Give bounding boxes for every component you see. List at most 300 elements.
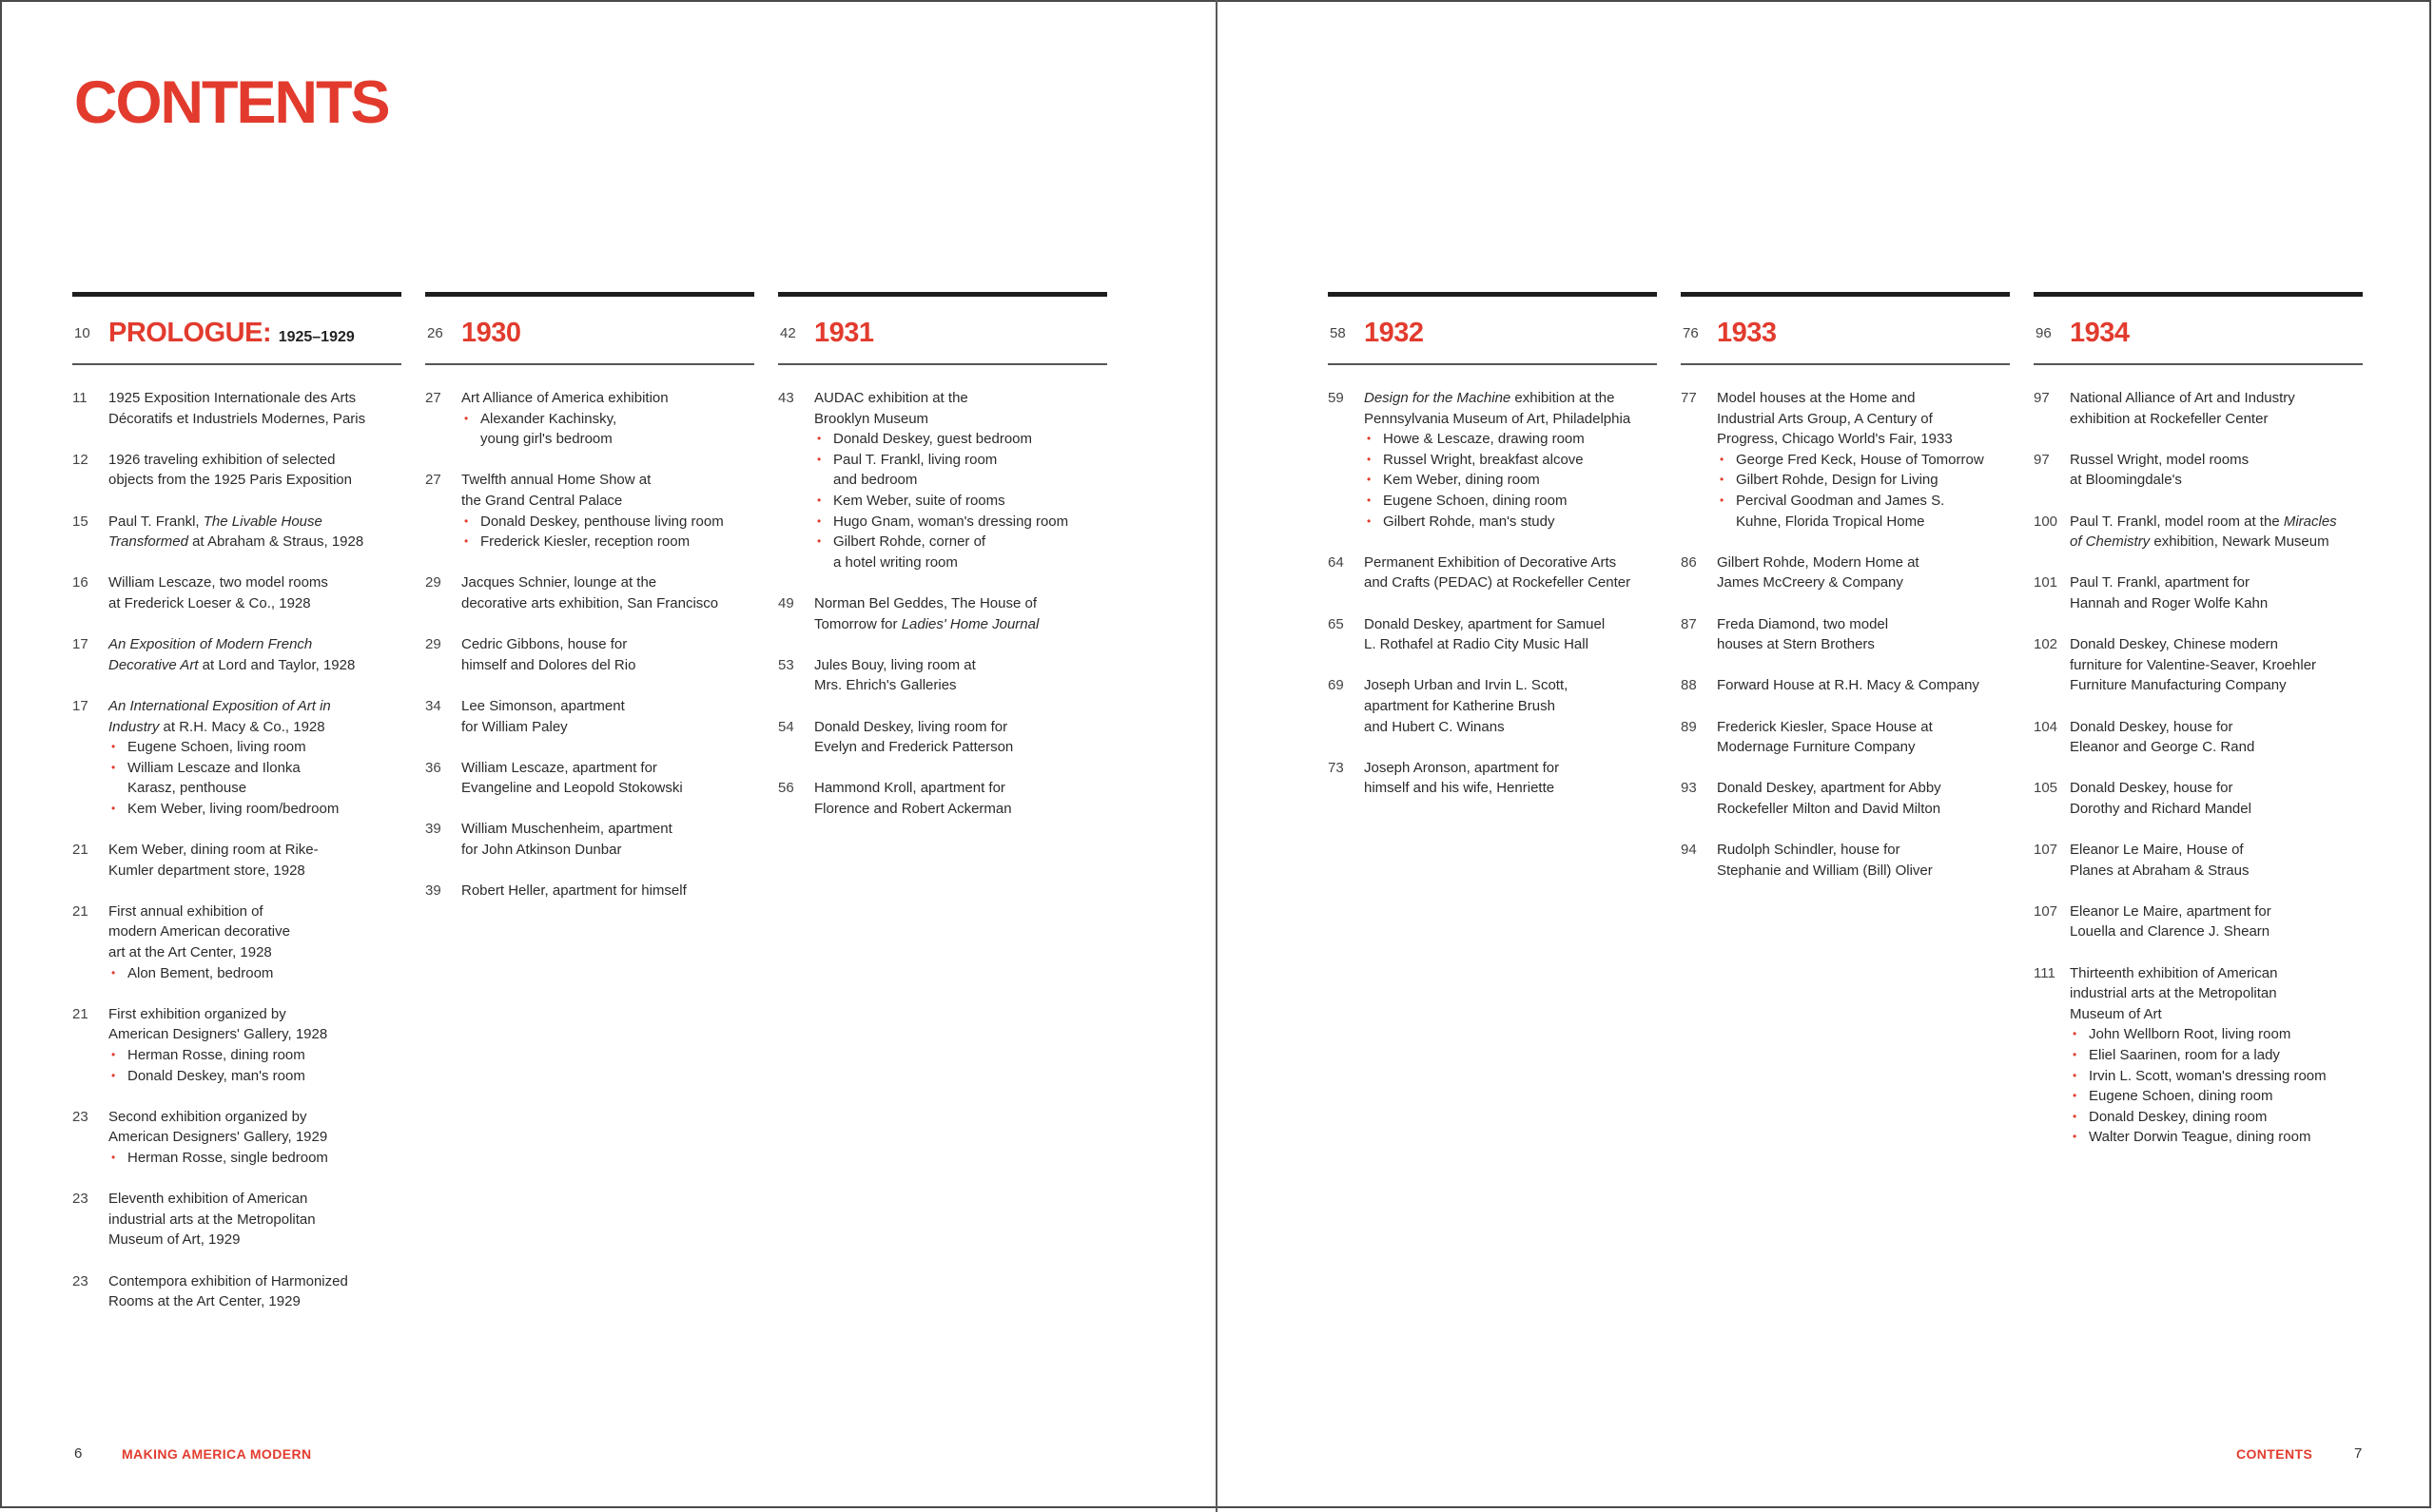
entry-line: William Lescaze, apartment for (461, 759, 657, 776)
bullet-icon: • (817, 534, 822, 549)
entry-line: Eleanor and George C. Rand (2070, 739, 2255, 756)
contents-entry (72, 1189, 401, 1250)
bullet-icon: • (2073, 1130, 2077, 1144)
entry-line: Progress, Chicago World's Fair, 1933 (1717, 431, 1953, 448)
entry-line: Décoratifs et Industriels Modernes, Paris (108, 410, 366, 427)
entry-line: apartment for Katherine Brush (1364, 697, 1555, 714)
contents-entry (1681, 675, 2010, 696)
section-title (1717, 318, 1777, 349)
entry-line: Industrial Arts Group, A Century of (1717, 410, 1933, 427)
entry-body (108, 388, 401, 429)
section-column-y1934 (2034, 292, 2363, 1169)
footer-section-title: CONTENTS (2236, 1446, 2313, 1462)
contents-entry (2034, 778, 2363, 819)
entry-page-number: 97 (2034, 390, 2050, 406)
entry-line: American Designers' Gallery, 1928 (108, 1026, 328, 1043)
entry-line: Evelyn and Frederick Patterson (814, 739, 1014, 756)
entry-body (1717, 552, 2010, 593)
entry-line: First annual exhibition of (108, 902, 263, 920)
bullet-icon: • (2073, 1027, 2077, 1041)
entry-italic-title: Design for the Machine (1364, 390, 1511, 406)
section-subtitle: 1925–1929 (278, 329, 355, 345)
sub-entry (108, 758, 401, 799)
entry-body (108, 512, 401, 552)
page-gutter (1216, 0, 1218, 1512)
contents-entry (2034, 840, 2363, 881)
entry-page-number: 105 (2034, 780, 2058, 797)
entry-body (2070, 717, 2363, 758)
entry-page-number: 88 (1681, 677, 1697, 694)
entry-line (1364, 388, 1657, 409)
contents-entry (1681, 840, 2010, 881)
bullet-icon: • (817, 452, 822, 466)
entry-page-number: 111 (2034, 964, 2055, 981)
bullet-icon: • (1367, 493, 1372, 507)
contents-entry (1328, 614, 1657, 655)
bullet-icon: • (111, 1048, 116, 1061)
entry-page-number: 23 (72, 1191, 88, 1208)
bullet-icon: • (2073, 1048, 2077, 1061)
entry-line: decorative arts exhibition, San Francisco (461, 594, 719, 611)
entry-line: Contempora exhibition of Harmonized (108, 1272, 348, 1289)
entry-line: Forward House at R.H. Macy & Company (1717, 677, 1979, 694)
entry-italic-title: An International Exposition of Art in (108, 697, 331, 714)
entry-line (814, 614, 1107, 635)
entry-body (461, 819, 754, 860)
entry-line (108, 532, 401, 552)
section-header (778, 292, 1107, 365)
entry-line: Joseph Aronson, apartment for (1364, 759, 1560, 776)
sub-entry (2070, 1024, 2363, 1045)
entry-body (1717, 840, 2010, 881)
entry-list (1681, 388, 2010, 881)
bullet-icon: • (111, 1068, 116, 1082)
entry-page-number: 89 (1681, 718, 1697, 735)
section-page-number: 42 (780, 325, 796, 341)
entry-line: Stephanie and William (Bill) Oliver (1717, 862, 1933, 879)
sub-entry (108, 1066, 401, 1087)
entry-line: William Lescaze, two model rooms (108, 574, 328, 591)
sub-entry (2070, 1107, 2363, 1128)
contents-entry (425, 696, 754, 737)
entry-page-number: 54 (778, 718, 794, 735)
entry-line: Furniture Manufacturing Company (2070, 677, 2287, 694)
contents-entry (1328, 675, 1657, 737)
bullet-icon: • (1367, 432, 1372, 446)
entry-italic-title: The Livable House (203, 513, 322, 530)
bullet-icon: • (111, 801, 116, 815)
entry-body (1364, 675, 1657, 737)
sub-entry-line: Donald Deskey, man's room (127, 1067, 305, 1084)
contents-entry (72, 901, 401, 983)
entry-line: AUDAC exhibition at the (814, 390, 968, 406)
sub-entry-line: Karasz, penthouse (127, 780, 247, 797)
entry-line: himself and his wife, Henriette (1364, 780, 1555, 797)
sub-entry-line: Walter Dorwin Teague, dining room (2089, 1129, 2311, 1146)
entry-line: Donald Deskey, apartment for Abby (1717, 780, 1941, 797)
sub-entry-line: Eliel Saarinen, room for a lady (2089, 1047, 2280, 1063)
entry-text: Tomorrow for (814, 615, 902, 632)
sub-entry (108, 737, 401, 758)
contents-entry (2034, 512, 2363, 552)
entry-page-number: 11 (72, 390, 88, 406)
entry-line: Modernage Furniture Company (1717, 739, 1916, 756)
contents-entry (1681, 388, 2010, 532)
entry-page-number: 49 (778, 594, 794, 611)
entry-line: for John Atkinson Dunbar (461, 842, 622, 859)
entry-text: Paul T. Frankl, model room at the (2070, 513, 2284, 530)
entry-list (1328, 388, 1657, 799)
entry-body (2070, 450, 2363, 491)
entry-line: exhibition at Rockefeller Center (2070, 410, 2269, 427)
entry-body (108, 634, 401, 675)
contents-entry (425, 572, 754, 613)
section-column-y1931 (778, 292, 1107, 840)
contents-entry (1328, 388, 1657, 532)
bullet-icon: • (464, 411, 469, 425)
entry-body (108, 840, 401, 881)
entry-body (2070, 512, 2363, 552)
entry-body (2070, 778, 2363, 819)
entry-line: Russel Wright, model rooms (2070, 451, 2250, 468)
entry-italic-title: Miracles (2283, 513, 2337, 530)
sub-entry-line: Alon Bement, bedroom (127, 964, 274, 981)
entry-page-number: 39 (425, 882, 441, 900)
entry-line: Gilbert Rohde, Modern Home at (1717, 553, 1919, 571)
entry-italic-title: Transformed (108, 533, 188, 551)
entry-line: Freda Diamond, two model (1717, 615, 1889, 632)
entry-body (461, 634, 754, 675)
entry-body (461, 388, 754, 450)
entry-line: Brooklyn Museum (814, 410, 929, 427)
entry-body (814, 593, 1107, 634)
entry-body (1364, 552, 1657, 593)
entry-page-number: 97 (2034, 451, 2050, 468)
contents-entry (1681, 614, 2010, 655)
entry-body (461, 470, 754, 552)
section-title (1364, 318, 1424, 349)
sub-entry-line: Kem Weber, suite of rooms (833, 492, 1005, 509)
sub-entry-line: a hotel writing room (833, 553, 958, 571)
entry-line: Eleanor Le Maire, House of (2070, 842, 2244, 859)
entry-text: Paul T. Frankl, (108, 513, 204, 530)
contents-entry (425, 758, 754, 799)
entry-line: 1926 traveling exhibition of selected (108, 451, 336, 468)
bullet-icon: • (111, 740, 116, 754)
entry-line: art at the Art Center, 1928 (108, 944, 272, 961)
entry-page-number: 59 (1328, 390, 1344, 406)
entry-body (1364, 388, 1657, 532)
entry-body (108, 696, 401, 820)
contents-entry (778, 717, 1107, 758)
entry-line: Donald Deskey, living room for (814, 718, 1008, 735)
bullet-icon: • (111, 760, 116, 774)
contents-entry (2034, 572, 2363, 613)
section-title-text: 1931 (814, 318, 874, 348)
entry-body (1717, 675, 2010, 696)
entry-line: objects from the 1925 Paris Exposition (108, 472, 352, 489)
contents-entry (425, 388, 754, 450)
entry-line: and Crafts (PEDAC) at Rockefeller Center (1364, 574, 1631, 591)
entry-page-number: 17 (72, 697, 88, 714)
bullet-icon: • (1720, 493, 1724, 507)
entry-line: 1925 Exposition Internationale des Arts (108, 390, 357, 406)
sub-entry (1364, 450, 1657, 471)
contents-entry (1328, 758, 1657, 799)
section-header (72, 292, 401, 365)
entry-line (1364, 409, 1657, 430)
section-header (425, 292, 754, 365)
contents-entry (425, 881, 754, 901)
section-title (108, 318, 355, 349)
contents-entry (2034, 388, 2363, 429)
entry-body (2070, 901, 2363, 942)
contents-entry (72, 512, 401, 552)
entry-body (814, 655, 1107, 696)
entry-line: Paul T. Frankl, apartment for (2070, 574, 2250, 591)
entry-page-number: 77 (1681, 390, 1697, 406)
contents-entry (2034, 901, 2363, 942)
entry-line: Frederick Kiesler, Space House at (1717, 718, 1933, 735)
entry-body (1717, 388, 2010, 532)
section-title (814, 318, 874, 349)
sub-entry (108, 1148, 401, 1169)
bullet-icon: • (2073, 1089, 2077, 1103)
sub-entry-line: Percival Goodman and James S. (1736, 492, 1945, 509)
entry-line (2070, 532, 2363, 552)
sub-entry-line: Donald Deskey, penthouse living room (480, 513, 724, 530)
entry-page-number: 39 (425, 821, 441, 838)
sub-entry (1717, 470, 2010, 491)
entry-line: Florence and Robert Ackerman (814, 800, 1012, 817)
contents-entry (72, 388, 401, 429)
bullet-icon: • (2073, 1109, 2077, 1123)
sub-entry (2070, 1086, 2363, 1107)
entry-line: Museum of Art (2070, 1005, 2162, 1022)
bullet-icon: • (1720, 473, 1724, 487)
entry-italic-title: Decorative Art (108, 656, 199, 673)
entry-page-number: 16 (72, 574, 88, 591)
sub-entry (2070, 1045, 2363, 1066)
entry-line (108, 512, 401, 533)
entry-line: Rockefeller Milton and David Milton (1717, 800, 1941, 817)
entry-italic-title: An Exposition of Modern French (108, 636, 313, 653)
entry-body (2070, 840, 2363, 881)
entry-page-number: 64 (1328, 553, 1344, 571)
entry-line: Planes at Abraham & Straus (2070, 862, 2250, 879)
entry-line: Art Alliance of America exhibition (461, 390, 669, 406)
entry-line: Mrs. Ehrich's Galleries (814, 677, 957, 694)
entry-body (1717, 614, 2010, 655)
entry-body (814, 388, 1107, 572)
entry-line: Eleventh exhibition of American (108, 1191, 308, 1208)
entry-page-number: 17 (72, 636, 88, 653)
entry-body (2070, 388, 2363, 429)
contents-entry (778, 655, 1107, 696)
entry-line: Model houses at the Home and (1717, 390, 1916, 406)
entry-list (425, 388, 754, 901)
entry-line: Joseph Urban and Irvin L. Scott, (1364, 677, 1568, 694)
entry-italic-title: of Chemistry (2070, 533, 2151, 551)
sub-entry-line: Russel Wright, breakfast alcove (1383, 451, 1584, 468)
contents-entry (2034, 963, 2363, 1148)
bullet-icon: • (2073, 1068, 2077, 1082)
contents-entry (72, 1004, 401, 1086)
entry-line: Hannah and Roger Wolfe Kahn (2070, 594, 2269, 611)
entry-body (1717, 717, 2010, 758)
entry-page-number: 107 (2034, 902, 2058, 920)
entry-body (108, 1271, 401, 1312)
bullet-icon: • (1367, 452, 1372, 466)
section-column-y1930 (425, 292, 754, 921)
entry-text: Pennsylvania Museum of Art, Philadelphia (1364, 410, 1631, 427)
section-page-number: 96 (2036, 325, 2052, 341)
entry-line: at Bloomingdale's (2070, 472, 2182, 489)
bullet-icon: • (817, 514, 822, 528)
entry-body (2070, 963, 2363, 1148)
entry-page-number: 53 (778, 656, 794, 673)
entry-line: furniture for Valentine-Seaver, Kroehler (2070, 656, 2317, 673)
entry-page-number: 86 (1681, 553, 1697, 571)
entry-line: Kem Weber, dining room at Rike- (108, 842, 319, 859)
section-title-text: PROLOGUE: (108, 318, 272, 348)
contents-entry (72, 1107, 401, 1169)
entry-line: Evangeline and Leopold Stokowski (461, 780, 683, 797)
bullet-icon: • (1367, 473, 1372, 487)
entry-line: Kumler department store, 1928 (108, 862, 305, 879)
section-column-y1932 (1328, 292, 1657, 819)
contents-entry (72, 634, 401, 675)
entry-text: at R.H. Macy & Co., 1928 (159, 718, 325, 735)
contents-entry (425, 819, 754, 860)
entry-list (72, 388, 401, 1312)
entry-line: himself and Dolores del Rio (461, 656, 636, 673)
section-title-text: 1934 (2070, 318, 2130, 348)
section-page-number: 10 (74, 325, 90, 341)
sub-entry (1717, 491, 2010, 532)
sub-entry-line: William Lescaze and Ilonka (127, 759, 301, 776)
contents-entry (72, 696, 401, 820)
entry-line: National Alliance of Art and Industry (2070, 390, 2295, 406)
sub-entry (1364, 470, 1657, 491)
sub-entry-line: Gilbert Rohde, man's study (1383, 513, 1555, 530)
entry-body (461, 572, 754, 613)
sub-entry-line: Donald Deskey, dining room (2089, 1108, 2268, 1125)
entry-body (1364, 614, 1657, 655)
entry-line (108, 634, 401, 655)
entry-line: Eleanor Le Maire, apartment for (2070, 902, 2271, 920)
contents-entry (2034, 717, 2363, 758)
entry-page-number: 102 (2034, 636, 2058, 653)
entry-text: at Lord and Taylor, 1928 (198, 656, 356, 673)
entry-line: Donald Deskey, house for (2070, 718, 2233, 735)
sub-entry-line: Paul T. Frankl, living room (833, 451, 998, 468)
entry-page-number: 43 (778, 390, 794, 406)
entry-line: Louella and Clarence J. Shearn (2070, 923, 2270, 940)
sub-entry (461, 512, 754, 533)
section-title (461, 318, 521, 349)
sub-entry-line: Howe & Lescaze, drawing room (1383, 431, 1585, 448)
bullet-icon: • (111, 965, 116, 979)
entry-page-number: 29 (425, 574, 441, 591)
entry-page-number: 107 (2034, 842, 2058, 859)
footer-book-title: MAKING AMERICA MODERN (122, 1446, 312, 1462)
entry-line: Donald Deskey, apartment for Samuel (1364, 615, 1606, 632)
entry-line: Rudolph Schindler, house for (1717, 842, 1900, 859)
entry-line: and Hubert C. Winans (1364, 718, 1505, 735)
entry-text: exhibition, Newark Museum (2150, 533, 2329, 551)
contents-entry (1328, 552, 1657, 593)
entry-text: Norman Bel Geddes, The House of (814, 594, 1038, 611)
entry-line: American Designers' Gallery, 1929 (108, 1129, 328, 1146)
sub-entry (1364, 491, 1657, 512)
sub-entry-line: Alexander Kachinsky, (480, 410, 617, 427)
entry-body (1364, 758, 1657, 799)
entry-line: for William Paley (461, 718, 568, 735)
entry-line (108, 717, 401, 738)
entry-page-number: 27 (425, 472, 441, 489)
entry-line: L. Rothafel at Radio City Music Hall (1364, 636, 1588, 653)
entry-body (814, 778, 1107, 819)
contents-entry (72, 572, 401, 613)
entry-line: Thirteenth exhibition of American (2070, 964, 2278, 981)
sub-entry (461, 409, 754, 450)
sub-entry-line: Herman Rosse, dining room (127, 1047, 305, 1063)
entry-body (108, 901, 401, 983)
sub-entry-line: and bedroom (833, 472, 918, 489)
entry-line: Hammond Kroll, apartment for (814, 780, 1005, 797)
entry-line: Jules Bouy, living room at (814, 656, 976, 673)
entry-page-number: 21 (72, 842, 88, 859)
sub-entry-line: John Wellborn Root, living room (2089, 1026, 2291, 1043)
entry-page-number: 34 (425, 697, 441, 714)
entry-text: at Abraham & Straus, 1928 (187, 533, 364, 551)
entry-body (108, 1189, 401, 1250)
sub-entry-line: Eugene Schoen, living room (127, 739, 306, 756)
entry-line: Dorothy and Richard Mandel (2070, 800, 2251, 817)
entry-line: James McCreery & Company (1717, 574, 1903, 591)
entry-line: at Frederick Loeser & Co., 1928 (108, 594, 311, 611)
section-page-number: 58 (1330, 325, 1346, 341)
entry-page-number: 23 (72, 1272, 88, 1289)
contents-entry (425, 470, 754, 552)
entry-line (108, 655, 401, 676)
section-column-y1933 (1681, 292, 2010, 901)
sub-entry (2070, 1066, 2363, 1087)
entry-body (108, 1107, 401, 1169)
footer-right-page-number: 7 (2354, 1445, 2363, 1462)
sub-entry (1364, 429, 1657, 450)
entry-body (2070, 634, 2363, 696)
entry-page-number: 21 (72, 1005, 88, 1022)
sub-entry (814, 512, 1107, 533)
entry-line: modern American decorative (108, 923, 290, 940)
entry-page-number: 100 (2034, 513, 2058, 530)
sub-entry-line: Kuhne, Florida Tropical Home (1736, 513, 1925, 530)
entry-page-number: 12 (72, 451, 88, 468)
sub-entry-line: Gilbert Rohde, Design for Living (1736, 472, 1938, 489)
entry-line: Donald Deskey, Chinese modern (2070, 636, 2279, 653)
entry-body (2070, 572, 2363, 613)
entry-page-number: 56 (778, 780, 794, 797)
bullet-icon: • (1367, 514, 1372, 528)
entry-text: exhibition at the (1510, 390, 1615, 406)
section-header (2034, 292, 2363, 365)
contents-entry (72, 450, 401, 491)
sub-entry (814, 429, 1107, 450)
entry-page-number: 65 (1328, 615, 1344, 632)
entry-line: Second exhibition organized by (108, 1108, 307, 1125)
